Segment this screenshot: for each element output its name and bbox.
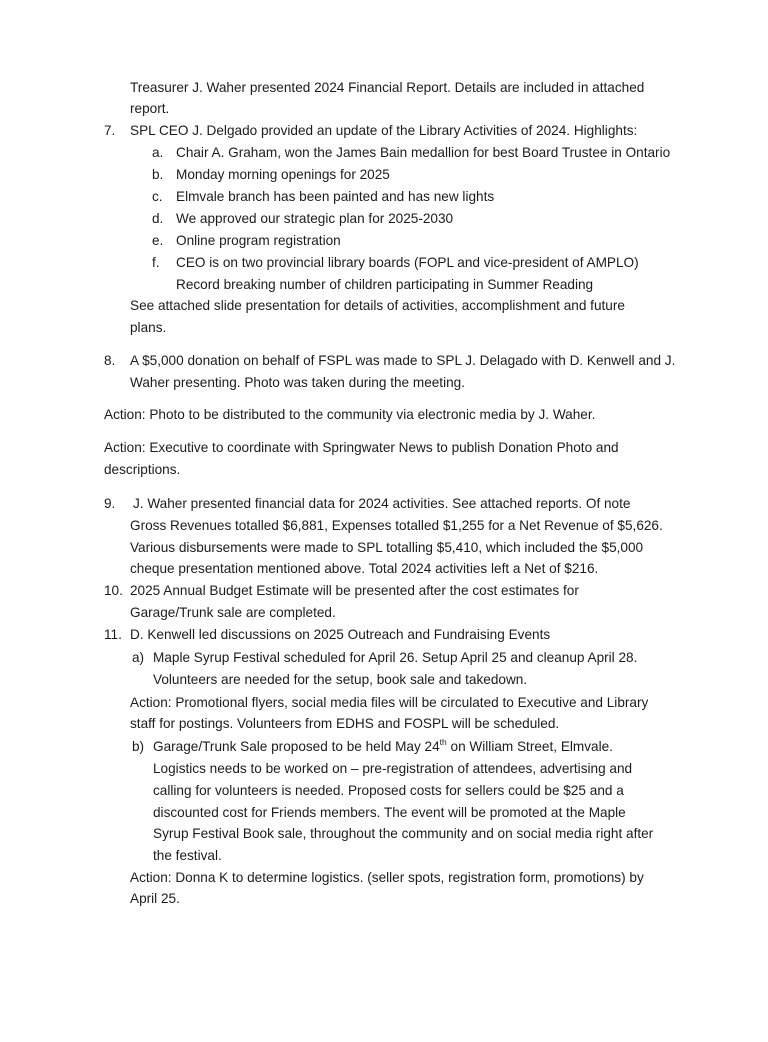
- item-11a-letter: a): [132, 650, 145, 665]
- item-7-number: 7.: [104, 123, 116, 138]
- item-9-line-4: cheque presentation mentioned above. Total 2024 activities left a Net of $216.: [130, 561, 599, 576]
- item-11b-line-5: Syrup Festival Book sale, throughout the community and on social media right after: [153, 826, 654, 841]
- item-8-number: 8.: [104, 353, 116, 368]
- item-7-intro: SPL CEO J. Delgado provided an update of the Library Activities of 2024. Highlights:: [130, 123, 638, 138]
- item-9-number: 9.: [104, 496, 116, 511]
- treasurer-line-1: Treasurer J. Waher presented 2024 Financial Report. Details are included in attached: [130, 80, 645, 95]
- action-springwater-line-1: Action: Executive to coordinate with Springwater News to publish Donation Photo and: [104, 440, 619, 455]
- highlight-extra-text: Record breaking number of children participating in Summer Reading: [176, 277, 594, 292]
- item-9-line-3: Various disbursements were made to SPL totalling $5,410, which included the $5,000: [130, 540, 644, 555]
- item-11b-line-1: [153, 736, 613, 758]
- item-11a-line-1: Maple Syrup Festival scheduled for April 26. Setup April 25 and cleanup April 28.: [153, 650, 638, 665]
- item-8-line-2: Waher presenting. Photo was taken during the meeting.: [130, 375, 466, 390]
- item-7-see-line-1: See attached slide presentation for details of activities, accomplishment and future: [130, 298, 625, 313]
- action-springwater-line-2: descriptions.: [104, 462, 181, 477]
- item-11-intro: D. Kenwell led discussions on 2025 Outreach and Fundraising Events: [130, 627, 551, 642]
- highlight-b-letter: b.: [152, 167, 164, 182]
- item-11b-line-6: the festival.: [153, 848, 222, 863]
- item-10-line-1: 2025 Annual Budget Estimate will be presented after the cost estimates for: [130, 583, 579, 598]
- item-11a-action-line-1: Action: Promotional flyers, social media files will be circulated to Executive and Library: [130, 695, 649, 710]
- item-10-line-2: Garage/Trunk sale are completed.: [130, 605, 336, 620]
- item-11b-line-4: discounted cost for Friends members. The event will be promoted at the Maple: [153, 805, 626, 820]
- item-7-see-line-2: plans.: [130, 320, 167, 335]
- item-11-number: 11.: [104, 627, 122, 642]
- action-photo-distribution: Action: Photo to be distributed to the community via electronic media by J. Waher.: [104, 407, 596, 422]
- highlight-f-letter: f.: [152, 255, 160, 270]
- highlight-e-text: Online program registration: [176, 233, 341, 248]
- highlight-d-letter: d.: [152, 211, 164, 226]
- item-11b-line-2: Logistics needs to be worked on – pre-registration of attendees, advertising and: [153, 761, 633, 776]
- item-11b-action-line-1: Action: Donna K to determine logistics. (seller spots, registration form, promotions) by: [130, 870, 644, 885]
- item-9-line-1: J. Waher presented financial data for 2024 activities. See attached reports. Of note: [133, 496, 631, 511]
- highlight-b-text: Monday morning openings for 2025: [176, 167, 390, 182]
- item-11b-line-1-post: on William Street, Elmvale.: [446, 739, 613, 754]
- item-11b-action-line-2: April 25.: [130, 891, 180, 906]
- highlight-f-text: CEO is on two provincial library boards (FOPL and vice-president of AMPLO): [176, 255, 639, 270]
- item-8-line-1: A $5,000 donation on behalf of FSPL was made to SPL J. Delagado with D. Kenwell and J.: [130, 353, 676, 368]
- item-11b-letter: b): [132, 739, 145, 754]
- item-11a-action-line-2: staff for postings. Volunteers from EDHS and FOSPL will be scheduled.: [130, 716, 560, 731]
- highlight-c-text: Elmvale branch has been painted and has new lights: [176, 189, 495, 204]
- treasurer-line-2: report.: [130, 101, 170, 116]
- item-11b-line-1-pre: Garage/Trunk Sale proposed to be held May 24: [153, 739, 440, 754]
- highlight-d-text: We approved our strategic plan for 2025-2030: [176, 211, 454, 226]
- item-11a-line-2: Volunteers are needed for the setup, book sale and takedown.: [153, 672, 528, 687]
- highlight-e-letter: e.: [152, 233, 164, 248]
- ordinal-suffix: th: [439, 737, 447, 747]
- item-9-line-2: Gross Revenues totalled $6,881, Expenses totalled $1,255 for a Net Revenue of $5,626.: [130, 518, 663, 533]
- item-10-number: 10.: [104, 583, 123, 598]
- highlight-c-letter: c.: [152, 189, 163, 204]
- item-11b-line-3: calling for volunteers is needed. Proposed costs for sellers could be $25 and a: [153, 783, 624, 798]
- highlight-a-text: Chair A. Graham, won the James Bain medallion for best Board Trustee in Ontario: [176, 145, 671, 160]
- highlight-a-letter: a.: [152, 145, 164, 160]
